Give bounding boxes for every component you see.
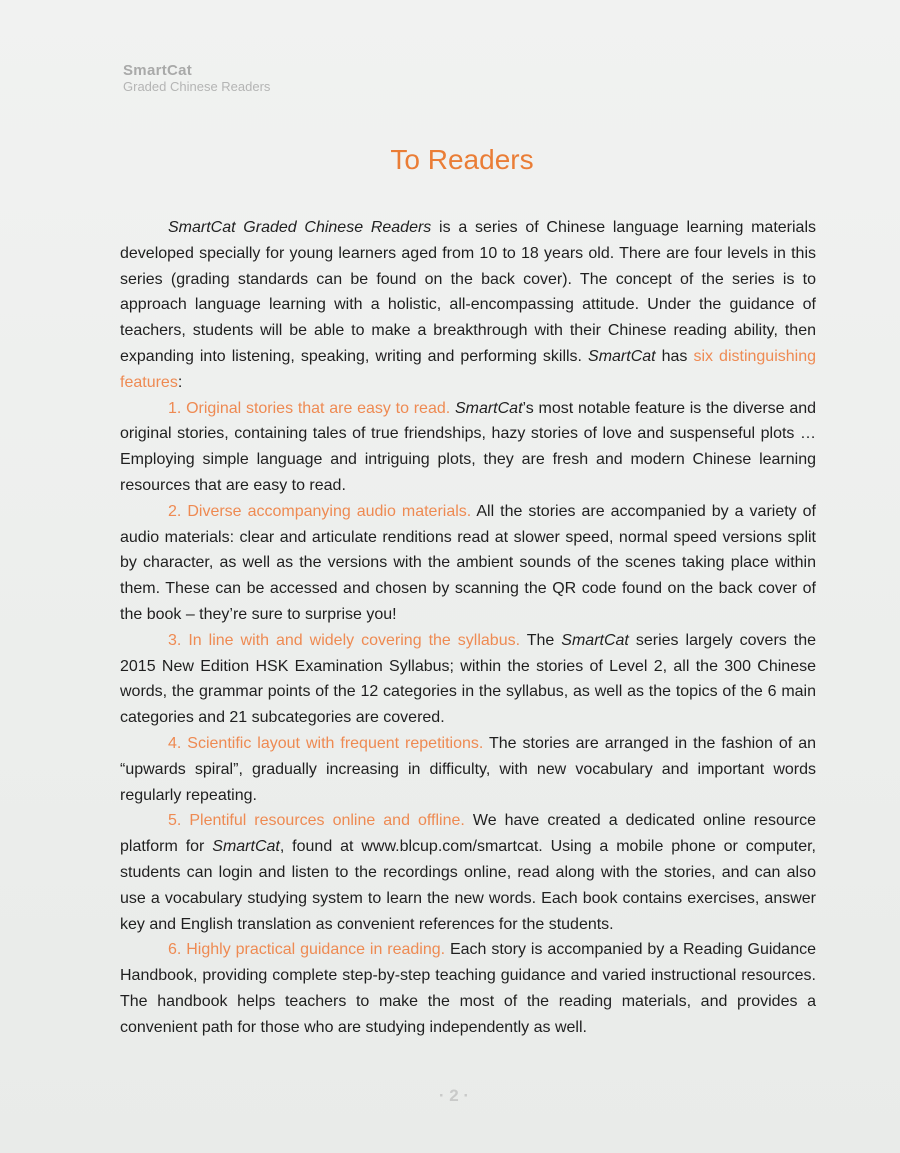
- features-highlight: six distinguishing features: [120, 347, 817, 391]
- header-brand: SmartCat: [123, 62, 193, 79]
- feature-text: ’s most notable feature is the diverse and original stories, containing tales of true friendships, hazy stories of love and suspenseful plots … Employing simple language and intriguing plots, they are fresh and modern Chinese learning resources that are easy to read.: [120, 399, 817, 494]
- feature-text: All the stories are accompanied by a variety of audio materials: clear and articulate renditions read at slower speed, normal speed versions split by character, as well as the versions with the ambient sounds of the scenes taking place within them. These can be accessed and chosen by scanning the QR code found on the back cover of the book – they’re sure to surprise you!: [120, 502, 817, 623]
- header-subtitle: Graded Chinese Readers: [123, 79, 271, 94]
- feature-paragraph-1: [120, 396, 816, 499]
- intro-has: has: [655, 347, 694, 365]
- intro-paragraph: [120, 215, 816, 396]
- feature-text: The: [520, 631, 562, 649]
- intro-colon: :: [177, 373, 183, 391]
- feature-heading: 2. Diverse accompanying audio materials.: [168, 502, 472, 520]
- body-text: [120, 215, 816, 1041]
- feature-heading: 1. Original stories that are easy to read.: [168, 399, 451, 417]
- series-short-name: SmartCat: [454, 399, 523, 417]
- feature-text: series largely covers the 2015 New Edition HSK Examination Syllabus; within the stories of Level 2, all the 300 Chinese words, the grammar points of the 12 categories in the syllabus, as well as the topics of the 6 main categories and 21 subcategories are covered.: [120, 631, 816, 727]
- series-short-name: SmartCat: [588, 347, 656, 365]
- feature-heading: 3. In line with and widely covering the syllabus.: [168, 631, 521, 649]
- series-name: SmartCat Graded Chinese Readers: [168, 219, 432, 236]
- page-number: · 2 ·: [438, 1086, 470, 1105]
- feature-heading: 4. Scientific layout with frequent repetitions.: [168, 734, 484, 752]
- feature-paragraph-5: [120, 808, 816, 937]
- feature-text: , found at www.blcup.com/smartcat. Using a mobile phone or computer, students can login and listen to the recordings online, read along with the stories, and can also use a vocabulary studying system to learn the new words. Each book contains exercises, answer key and English translation as convenient references for the students.: [120, 838, 817, 933]
- feature-heading: 5. Plentiful resources online and offline.: [168, 812, 465, 830]
- feature-paragraph-2: [120, 499, 816, 628]
- feature-paragraph-3: [120, 628, 816, 731]
- intro-text: is a series of Chinese language learning materials developed specially for young learners aged from 10 to 18 years old. There are four levels in this series (grading standards can be found on the back cover). The concept of the series is to approach language learning with a holistic, all-encompassing attitude. Under the guidance of teachers, students will be able to make a breakthrough with their Chinese reading ability, then expanding into listening, speaking, writing and performing skills.: [120, 219, 817, 365]
- feature-text: The stories are arranged in the fashion of an “upwards spiral”, gradually increasing in difficulty, with new vocabulary and important words regularly repeating.: [120, 734, 817, 804]
- series-short-name: SmartCat: [561, 631, 629, 649]
- feature-paragraph-6: [120, 937, 816, 1040]
- page-title: To Readers: [390, 144, 534, 175]
- running-header: [123, 62, 270, 94]
- feature-paragraph-4: [120, 731, 816, 808]
- feature-text: We have created a dedicated online resource platform for: [120, 812, 816, 856]
- series-short-name: SmartCat: [212, 838, 280, 856]
- feature-heading: 6. Highly practical guidance in reading.: [168, 941, 446, 959]
- feature-text: Each story is accompanied by a Reading Guidance Handbook, providing complete step-by-step teaching guidance and varied instructional resources. The handbook helps teachers to make the most of the reading materials, and provides a convenient path for those who are studying independently as well.: [120, 941, 816, 1036]
